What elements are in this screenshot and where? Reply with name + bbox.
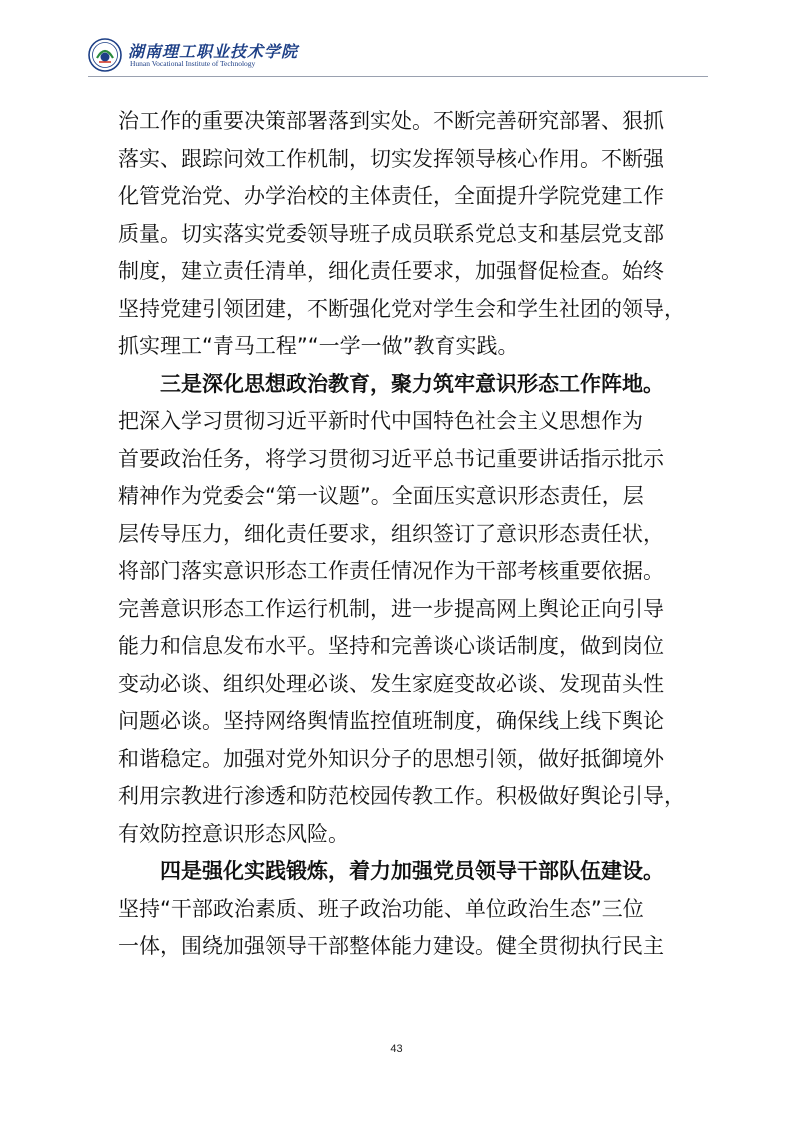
header-divider xyxy=(88,76,708,77)
paragraph-line: 将部门落实意识形态工作责任情况作为干部考核重要依据。 xyxy=(118,559,664,583)
paragraph-line: 制度，建立责任清单，细化责任要求，加强督促检查。始终 xyxy=(118,259,664,283)
paragraph-line: 完善意识形态工作运行机制，进一步提高网上舆论正向引导 xyxy=(118,596,664,621)
paragraph-line: 抓实理工“青马工程”“一学一做”教育实践。 xyxy=(118,334,519,358)
college-emblem-icon xyxy=(88,38,122,72)
paragraph-line: 质量。切实落实党委领导班子成员联系党总支和基层党支部 xyxy=(118,221,664,246)
paragraph-line: 把深入学习贯彻习近平新时代中国特色社会主义思想作为 xyxy=(118,409,643,433)
paragraph-line: 首要政治任务，将学习贯彻习近平总书记重要讲话指示批示 xyxy=(118,446,664,471)
paragraph-line: 化管党治党、办学治校的主体责任，全面提升学院党建工作 xyxy=(118,184,664,208)
page-header xyxy=(88,38,708,74)
paragraph-line: 层传导压力，细化责任要求，组织签订了意识形态责任状， xyxy=(118,521,664,546)
paragraph-line: 变动必谈、组织处理必谈、发生家庭变故必谈、发现苗头性 xyxy=(118,671,664,696)
paragraph-line: 一体，围绕加强领导干部整体能力建设。健全贯彻执行民主 xyxy=(118,934,664,958)
section-heading-line: 四是强化实践锻炼，着力加强党员领导干部队伍建设。 xyxy=(160,859,664,883)
paragraph-line: 治工作的重要决策部署落到实处。不断完善研究部署、狠抓 xyxy=(118,109,664,133)
paragraph-line: 问题必谈。坚持网络舆情监控值班制度，确保线上线下舆论 xyxy=(118,709,664,733)
paragraph-line: 能力和信息发布水平。坚持和完善谈心谈话制度，做到岗位 xyxy=(118,634,664,658)
paragraph-line: 利用宗教进行渗透和防范校园传教工作。积极做好舆论引导， xyxy=(118,784,685,808)
page-number: 43 xyxy=(390,1043,403,1055)
paragraph-line: 和谐稳定。加强对党外知识分子的思想引领，做好抵御境外 xyxy=(118,746,664,771)
section-heading-line: 三是深化思想政治教育，聚力筑牢意识形态工作阵地。 xyxy=(160,371,664,396)
school-name-en: Hunan Vocational Institute of Technology xyxy=(130,59,256,68)
document-body xyxy=(118,103,685,966)
paragraph-line: 坚持党建引领团建，不断强化党对学生会和学生社团的领导， xyxy=(118,296,685,321)
paragraph-line: 有效防控意识形态风险。 xyxy=(118,821,349,846)
school-name-cn: 湖南理工职业技术学院 xyxy=(128,42,299,61)
paragraph-line: 坚持“干部政治素质、班子政治功能、单位政治生态”三位 xyxy=(118,896,644,921)
paragraph-line: 落实、跟踪问效工作机制，切实发挥领导核心作用。不断强 xyxy=(118,146,664,171)
paragraph-line: 精神作为党委会“第一议题”。全面压实意识形态责任，层 xyxy=(118,484,644,508)
